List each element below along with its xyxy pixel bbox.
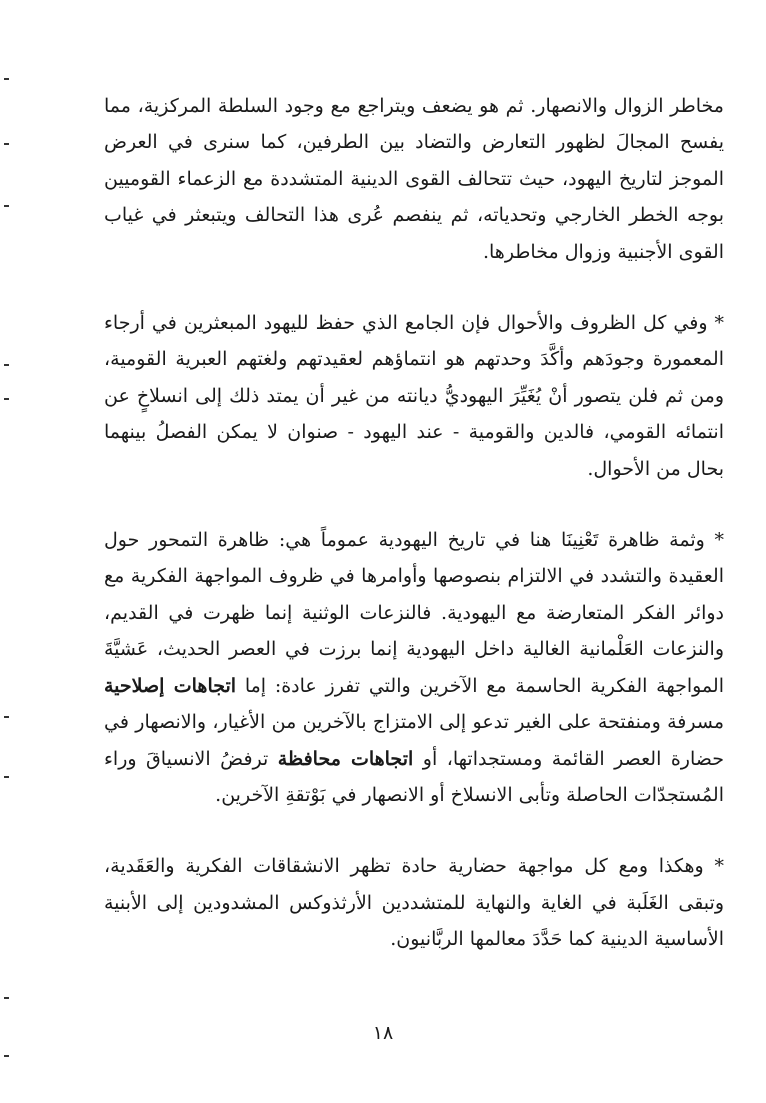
paragraph-3-text-c: ترفضُ الانسياقَ وراء المُستجدّات الحاصلة وتأبى الانسلاخ أو الانصهار في بَوْتقةِ الآخرين.	[104, 747, 724, 806]
paragraph-3	[104, 522, 724, 813]
margin-mark	[4, 78, 9, 80]
page-body	[104, 88, 724, 958]
margin-mark	[4, 398, 9, 400]
paragraph-3-text-b: مسرفة ومنفتحة على الغير تدعو إلى الامتزاج بالآخرين من الأغيار، والانصهار في حضارة العصر القائمة ومستجداتها، أو	[104, 711, 724, 770]
margin-mark	[4, 205, 9, 207]
conservative-trends-term: اتجاهات محافظة	[277, 747, 414, 770]
reformist-trends-term: اتجاهات إصلاحية	[104, 674, 237, 697]
margin-mark	[4, 364, 9, 366]
paragraph-4-text: * وهكذا ومع كل مواجهة حضارية حادة تظهر الانشقاقات الفكرية والعَقَدية، وتبقى الغَلَبة في الغاية والنهاية للمتشددين الأرثذوكس المشدودين إلى الأبنية الأساسية الدينية كما حَدَّدَ معالمها الربَّانيون.	[104, 855, 724, 951]
paragraph-2	[104, 305, 724, 487]
paragraph-1-text: مخاطر الزوال والانصهار. ثم هو يضعف ويتراجع مع وجود السلطة المركزية، مما يفسح المجالَ لظهور التعارض والتضاد بين الطرفين، كما سنرى في العرض الموجز لتاريخ اليهود، حيث تتحالف القوى الدينية المتشددة مع الزعماء القوميين بوجه الخطر الخارجي وتحدياته، ثم ينفصم عُرى هذا التحالف ويتبعثر في غياب القوى الأجنبية وزوال مخاطرها.	[104, 95, 724, 263]
margin-mark	[4, 997, 9, 999]
margin-mark	[4, 1055, 9, 1057]
paragraph-3-text-a: * وثمة ظاهرة تَعْنِينَا هنا في تاريخ اليهودية عموماً هي: ظاهرة التمحور حول العقيدة والتشدد في الالتزام بنصوصها وأوامرها في ظروف المواجهة الفكرية مع دوائر الفكر المتعارضة مع اليهودية. فالنزعات الوثنية إنما ظهرت في القديم، والنزعات العَلْمانية الغالية داخل اليهودية إنما برزت في العصر الحديث، عَشيَّةَ المواجهة الفكرية الحاسمة مع الآخرين والتي تفرز عادة: إما	[104, 529, 724, 697]
paragraph-4	[104, 848, 724, 957]
paragraph-2-text: * وفي كل الظروف والأحوال فإن الجامع الذي حفظ لليهود المبعثرين في أرجاء المعمورة وجودَهم وأكَّدَ وحدتهم هو انتماؤهم لعقيدتهم ولغتهم العبرية القومية، ومن ثم فلن يتصور أنْ يُغَيِّرَ اليهوديُّ ديانته من غير أن يمتد ذلك إلى انسلاخٍ عن انتمائه القومي، فالدين والقومية - عند اليهود - صنوان لا يمكن الفصلُ بينهما بحال من الأحوال.	[104, 312, 724, 480]
page-number: ١٨	[372, 1022, 394, 1044]
margin-mark	[4, 776, 9, 778]
margin-mark	[4, 716, 9, 718]
paragraph-1	[104, 88, 724, 270]
margin-mark	[4, 143, 9, 145]
